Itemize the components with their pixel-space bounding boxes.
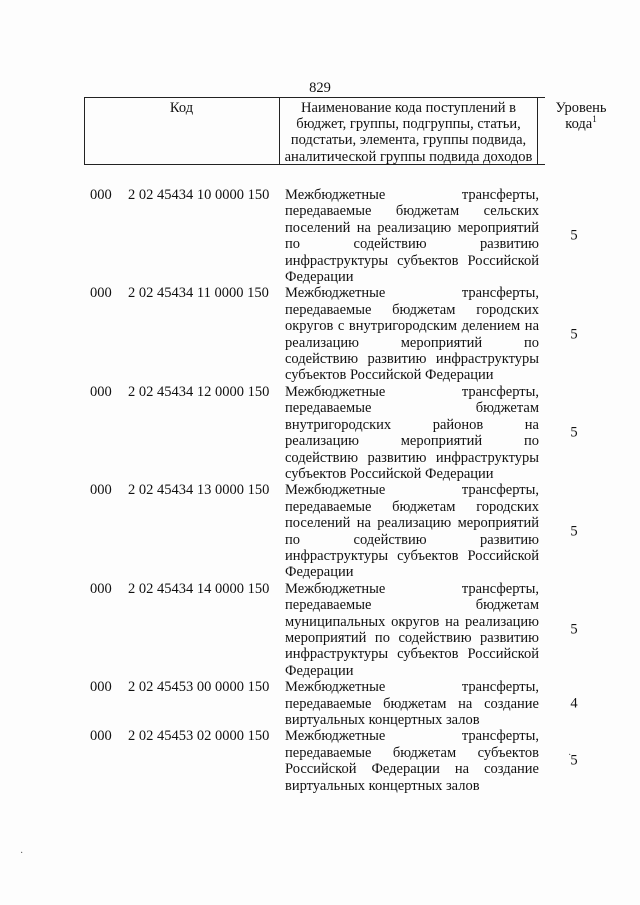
income-code: 2 02 45453 02 0000 150 (128, 728, 270, 745)
header-level (538, 100, 624, 132)
admin-code: 000 (90, 580, 112, 597)
header-level-label: Уровень кода (555, 100, 607, 133)
admin-code: 000 (90, 679, 112, 696)
income-code: 2 02 45453 00 0000 150 (128, 679, 270, 696)
income-name: Межбюджетные трансферты, передаваемые бюджетам городских поселений на реализацию мероприятий по содействию развитию инфраструктуры субъектов Российской Федерации (285, 482, 539, 581)
table-row (0, 384, 640, 482)
code-level: 5 (570, 227, 578, 244)
table-row (0, 285, 640, 383)
income-code: 2 02 45434 12 0000 150 (128, 383, 270, 400)
table-row (0, 679, 640, 728)
income-code: 2 02 45434 10 0000 150 (128, 187, 270, 203)
header-level-footnote: 1 (592, 114, 597, 125)
admin-code: 000 (90, 187, 112, 203)
income-name: Межбюджетные трансферты, передаваемые бюджетам внутригородских районов на реализацию мероприятий по содействию развитию инфраструктуры субъектов Российской Федерации (285, 383, 539, 482)
income-name: Межбюджетные трансферты, передаваемые бюджетам сельских поселений на реализацию мероприятий по содействию развитию инфраструктуры субъектов Российской Федерации (285, 187, 539, 286)
code-level: 5 (570, 523, 578, 540)
admin-code: 000 (90, 383, 112, 400)
header-code: Код (169, 100, 194, 116)
income-name: Межбюджетные трансферты, передаваемые бюджетам муниципальных округов на реализацию мероприятий по содействию развитию инфраструктуры субъектов Российской Федерации (285, 580, 539, 679)
code-level: 4 (570, 695, 578, 712)
code-level: 5 (570, 424, 578, 441)
header-top-rule (84, 97, 545, 98)
code-level: 5 (570, 621, 578, 638)
table-row (0, 482, 640, 580)
income-name: Межбюджетные трансферты, передаваемые бюджетам на создание виртуальных концертных залов (285, 679, 539, 728)
income-name: Межбюджетные трансферты, передаваемые бюджетам городских округов с внутригородским делением на реализацию мероприятий по содействию развитию инфраструктуры субъектов Российской Федерации (285, 285, 539, 384)
income-code: 2 02 45434 13 0000 150 (128, 482, 270, 499)
table-body (0, 187, 640, 794)
table-row (0, 187, 640, 285)
table-header (84, 97, 607, 165)
income-name: Межбюджетные трансферты, передаваемые бюджетам субъектов Российской Федерации на создание виртуальных концертных залов (285, 728, 539, 794)
scan-speck: · (568, 750, 572, 761)
admin-code: 000 (90, 285, 112, 302)
admin-code: 000 (90, 728, 112, 745)
header-name: Наименование кода поступлений в бюджет, группы, подгруппы, статьи, подстатьи, элемента, группы подвида, аналитической группы подвида доходов (284, 100, 533, 165)
admin-code: 000 (90, 482, 112, 499)
income-code: 2 02 45434 11 0000 150 (128, 285, 269, 302)
code-level: 5 (570, 326, 578, 343)
table-row (0, 581, 640, 679)
page-number: 829 (309, 80, 331, 96)
code-level: 5 (570, 752, 578, 769)
table-row (0, 728, 640, 794)
scan-speck: · (20, 848, 24, 859)
income-code: 2 02 45434 14 0000 150 (128, 580, 270, 597)
